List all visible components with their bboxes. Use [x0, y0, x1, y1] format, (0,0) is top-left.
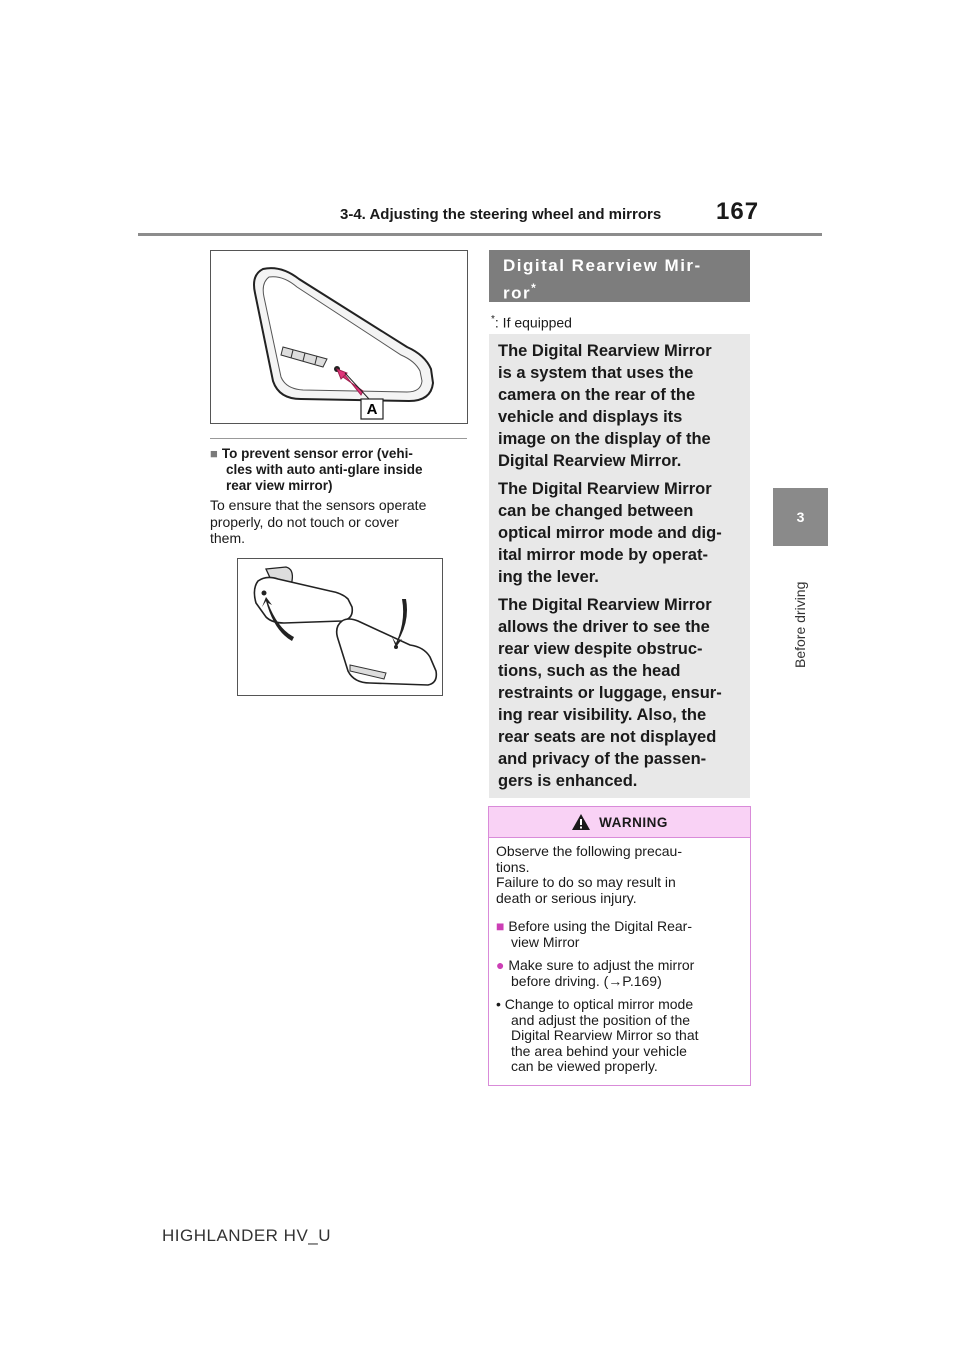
dot-bullet-icon: •	[496, 996, 501, 1012]
warning-box	[488, 806, 751, 1086]
mirror-sensor-illustration	[211, 251, 467, 423]
footer-model-name: HIGHLANDER HV_U	[162, 1226, 332, 1245]
page-number: 167	[716, 198, 760, 225]
header-divider	[138, 233, 822, 236]
chapter-tab	[773, 488, 828, 546]
footnote-if-equipped: *: If equipped	[491, 314, 572, 331]
section-title-line1: Digital Rearview Mir-	[503, 256, 702, 275]
warning-triangle-icon	[571, 813, 591, 831]
warning-header	[489, 807, 750, 838]
intro-paragraph-1: The Digital Rearview Mirror is a system that uses the camera on the rear of the vehicle and displays its image on the display of the Digital Rearview Mirror.	[498, 342, 712, 470]
figure-separator	[210, 438, 467, 439]
warning-dot-change-mode: • Change to optical mirror mode and adjust the position of the Digital Rearview Mirror so that the area behind your vehicle can be viewed properly.	[496, 996, 699, 1074]
warning-label: WARNING	[599, 814, 668, 830]
chapter-label: Before driving	[792, 581, 808, 668]
subheading-sensor-error: ■ To prevent sensor error (vehi- cles with auto anti-glare inside rear view mirror)	[210, 446, 423, 493]
mirror-sensors-illustration	[238, 559, 442, 695]
chapter-label-container	[790, 560, 810, 670]
intro-paragraph-3: The Digital Rearview Mirror allows the driver to see the rear view despite obstruc- tions, such as the head restraints or luggage, ensur- ing rear visibility. Also, the rear seats are not displayed and privacy of the passen- gers is enhanced.	[498, 596, 722, 790]
square-bullet-icon: ■	[210, 446, 218, 461]
header-section-title: 3-4. Adjusting the steering wheel and mirrors	[340, 206, 662, 223]
page-reference-link[interactable]: P.169)	[622, 972, 662, 989]
intro-paragraph-2: The Digital Rearview Mirror can be changed between optical mirror mode and dig- ital mirror mode by operat- ing the lever.	[498, 480, 722, 586]
warning-intro-text: Observe the following precau- tions. Failure to do so may result in death or serious injury.	[496, 843, 682, 906]
arrow-icon: →	[608, 972, 623, 989]
sensor-body-text: To ensure that the sensors operate properly, do not touch or cover them.	[210, 497, 427, 546]
square-bullet-icon: ■	[496, 918, 505, 934]
warning-bullet-adjust: ● Make sure to adjust the mirror before driving. (→P.169)	[496, 957, 695, 989]
section-title-line2: ror	[503, 283, 532, 303]
figure-callout-a: A	[366, 401, 378, 418]
circle-bullet-icon: ●	[496, 957, 505, 973]
asterisk-marker: *	[531, 281, 538, 295]
figure-mirror-sensor	[210, 250, 468, 424]
intro-summary-box	[489, 334, 750, 798]
chapter-number: 3	[796, 509, 805, 525]
section-banner-digital-rearview-mirror	[489, 250, 750, 302]
figure-mirror-sensors-locations	[237, 558, 443, 696]
warning-subheading: ■ Before using the Digital Rear- view Mirror	[496, 918, 693, 950]
